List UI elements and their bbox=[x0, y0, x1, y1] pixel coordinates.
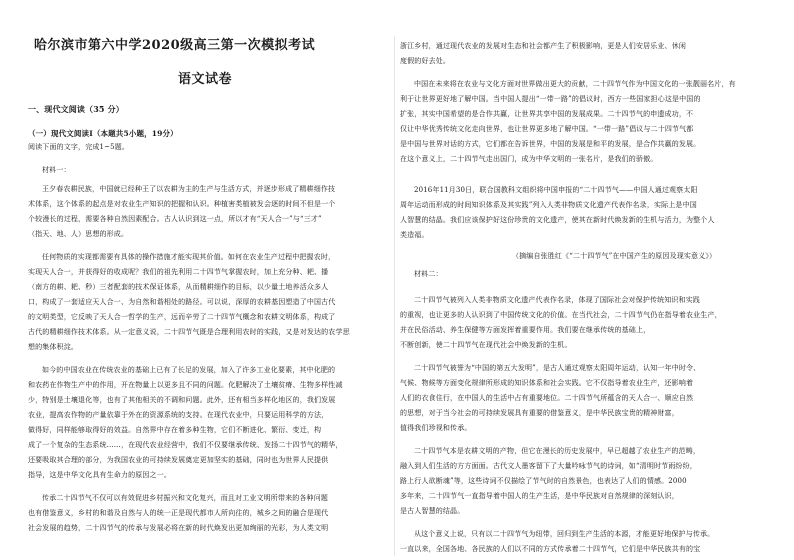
body-line: 人智慧的结晶。我们应该保护好这份珍贵的文化遗产，使其在新时代焕发新的生机与活力，为整个人 bbox=[400, 216, 715, 224]
body-line: 个较漫长的过程，需要各种自然因素配合。古人认识到这一点，所以才有“天人合一”与“三才” bbox=[28, 215, 322, 223]
body-line: 二十四节气本是农耕文明的产物，但它在漫长的历史发展中，早已超越了农业生产的范畴， bbox=[414, 447, 700, 455]
subsection-heading: （一）现代文阅读Ⅰ（本题共5小题，19分） bbox=[28, 129, 178, 138]
body-line: 周年运动而形成的时间知识体系及其实践”列入人类非物质文化遗产代表作名录，实际上是中国 bbox=[400, 201, 697, 209]
body-line: 口，构成了一套适应天人合一、为自然和谐相处的路径。可以说，深厚的农耕基因塑造了中国古代 bbox=[28, 298, 336, 306]
body-line: 任何物质的实现都需要有具体的操作措施才能实现其价值。如何在农业生产过程中把握农时， bbox=[42, 253, 336, 261]
body-line: 从这个意义上说，只有以二十四节气为纽带，回归到生产生活的本源，才能更好地保护与传承。 bbox=[414, 530, 715, 538]
body-line: 在这个意义上，二十四节气走出国门，成为中华文明的一张名片，是我们的骄傲。 bbox=[400, 155, 658, 163]
body-line: 类造福。 bbox=[400, 231, 429, 239]
body-line: 成了一个复杂的生态系统……，在现代农业经营中，我们不仅要继承传统、发扬二十四节气的精华， bbox=[28, 441, 343, 449]
body-line: 利于让世界更好地了解中国。当中国人提出“一带一路”的倡议时，西方一些国家担心这是中国的 bbox=[400, 95, 701, 103]
body-line: 仅让中华优秀传统文化走向世界，也让世界更多地了解中国。“一带一路”倡议与二十四节气都 bbox=[400, 125, 694, 133]
body-line: 路上行人欲断魂”等，这些诗词不仅描绘了节气时的自然景色，也表达了人们的情感。2000 bbox=[400, 477, 687, 485]
column-divider bbox=[394, 36, 395, 556]
body-line: （南方的耕、耙、秒）三者配套的技术保证体系，从而精耕细作的目标，以少量土地养活众多人 bbox=[28, 283, 329, 291]
body-line: 少，特别是土壤退化等，也有了其他相关的不调和问题。此外，还有相当多样化地区的，我们发展 bbox=[28, 396, 336, 404]
source-citation: （摘编自张胜红《“二十四节气”在中国产生的原因及现实意义》） bbox=[512, 252, 717, 260]
body-line: 社会发展的趋势，二十四节气的传承与发展必将在新的时代焕发出更加绚丽的光彩，为人类文明 bbox=[28, 524, 329, 532]
body-line: 还要吸取其合理的部分，为我国农业的可持续发展奠定更加坚实的基础，同时也为世界人民提供 bbox=[28, 456, 329, 464]
material1-label: 材料一： bbox=[42, 166, 71, 174]
body-line: 人们的衣食住行，在中国人的生活中占有重要地位。二十四节气所蕴含的天人合一、顺应自然 bbox=[400, 394, 694, 402]
body-line: 如今的中国农业在传统农业的基础上已有了长足的发展，加入了许多工业化要素，其中化肥的 bbox=[42, 366, 336, 374]
body-line: 融入到人们生活的方方面面。古代文人墨客留下了大量吟咏节气的诗词，如“清明时节雨纷纷， bbox=[400, 462, 697, 470]
body-line: 中国在未来将在农业与文化方面对世界做出更大的贡献，二十四节气作为中国文化的一张靓丽名片，有 bbox=[414, 80, 736, 88]
body-line: 度假的好去处。 bbox=[400, 57, 451, 65]
body-line: 的思想，对于当今社会的可持续发展具有重要的借鉴意义，是中华民族宝贵的精神财富， bbox=[400, 409, 679, 417]
instruction-text: 阅读下面的文字，完成1~5题。 bbox=[28, 143, 130, 151]
body-line: 的文明类型，它反映了天人合一哲学的生产，远而辛劳了二十四节气概念和农耕文明体系，构成了 bbox=[28, 313, 336, 321]
body-line: 并在民俗活动、养生保健等方面发挥着重要作用。我们要在继承传统的基础上， bbox=[400, 326, 651, 334]
body-line: 气候、物候等方面变化规律所形成的知识体系和社会实践。它不仅指导着农业生产，还影响着 bbox=[400, 379, 694, 387]
body-line: 实现天人合一，并获得好的收成呢？我们的祖先利用二十四节气掌握农时，加上充分种、耙、播 bbox=[28, 268, 329, 276]
section-heading: 一、现代文阅读（35 分） bbox=[28, 104, 124, 114]
body-line: （指天、地、人）思想的形成。 bbox=[28, 230, 129, 238]
body-line: 浙江乡村，通过现代农业的发展对生态和社会都产生了积极影响，更是人们安居乐业、休闲 bbox=[400, 42, 686, 50]
body-line: 二十四节气被列入人类非物质文化遗产代表作名录，体现了国际社会对保护传统知识和实践 bbox=[414, 296, 700, 304]
body-line: 做得好，同样能够取得好的效益。自然界中存在着多种生物，它们不断进化、繁衍、变迁，构 bbox=[28, 426, 322, 434]
body-line: 古代的精耕细作技术体系。从一定意义说，二十四节气既是合理利用农时的实践，又是对发达的农学思 bbox=[28, 328, 350, 336]
exam-title: 哈尔滨市第六中学2020级高三第一次模拟考试 bbox=[34, 38, 316, 53]
body-line: 的重视，也让更多的人认识到了中国传统文化的价值。在当代社会，二十四节气仍在指导着农业生产， bbox=[400, 311, 722, 319]
body-line: 多年来，二十四节气一直指导着中国人的生产生活，是中华民族对自然规律的深刻认识， bbox=[400, 492, 679, 500]
body-line: 一直以来，全国各地、各民族的人们以不同的方式传承着二十四节气，它们是中华民族共有的宝 bbox=[400, 545, 701, 553]
material2-label: 材料二： bbox=[414, 270, 443, 278]
body-line: 指导，这是中华文化具有生命力的原因之一。 bbox=[28, 471, 171, 479]
body-line: 传承二十四节气不仅可以有效促进乡村振兴和文化复兴，而且对工业文明所带来的各种问题 bbox=[42, 494, 328, 502]
body-line: 2016年11月30日，联合国教科文组织将中国申报的“二十四节气——中国人通过观察太阳 bbox=[414, 186, 698, 194]
body-line: 也有借鉴意义，乡村的和谐及自然与人的统一正是现代都市人所向往的，城乡之间的融合是现代 bbox=[28, 509, 329, 517]
body-line: 是中国与世界对话的方式，它们都在告诉世界，中国的发展是和平的发展，是合作共赢的发展。 bbox=[400, 140, 701, 148]
body-line: 扩张，其实中国希望的是合作共赢，让世界共享中国的发展成果。二十四节气的申遗成功，不 bbox=[400, 110, 694, 118]
body-line: 术体系，这个体系的起点是对农业生产知识的把握和认识。种植害类植被发会逐的时间不但是一个 bbox=[28, 200, 336, 208]
body-line: 值得我们珍视和传承。 bbox=[400, 424, 472, 432]
exam-subtitle: 语文试卷 bbox=[178, 72, 233, 87]
body-line: 和农药在作物生产中的作用，开在物量上以更多且不同的问题。化肥解决了土壤贫瘠、生物多样性减 bbox=[28, 381, 343, 389]
body-line: 不断创新，使二十四节气在现代社会中焕发新的生机。 bbox=[400, 341, 572, 349]
body-line: 王夕春农耕民族，中国就已经种王了以农耕为主的生产与生活方式，并逐步形成了精耕细作技 bbox=[42, 185, 336, 193]
body-line: 想的集体积淀。 bbox=[28, 343, 79, 351]
body-line: 是古人智慧的结晶。 bbox=[400, 507, 465, 515]
body-line: 二十四节气被誉为“中国的第五大发明”，是古人通过观察太阳周年运动，认知一年中时令、 bbox=[414, 364, 701, 372]
body-line: 农业，提高农作物的产量依靠于外在的资源系统的支持。在现代农业中，只要运用科学的方法， bbox=[28, 411, 329, 419]
